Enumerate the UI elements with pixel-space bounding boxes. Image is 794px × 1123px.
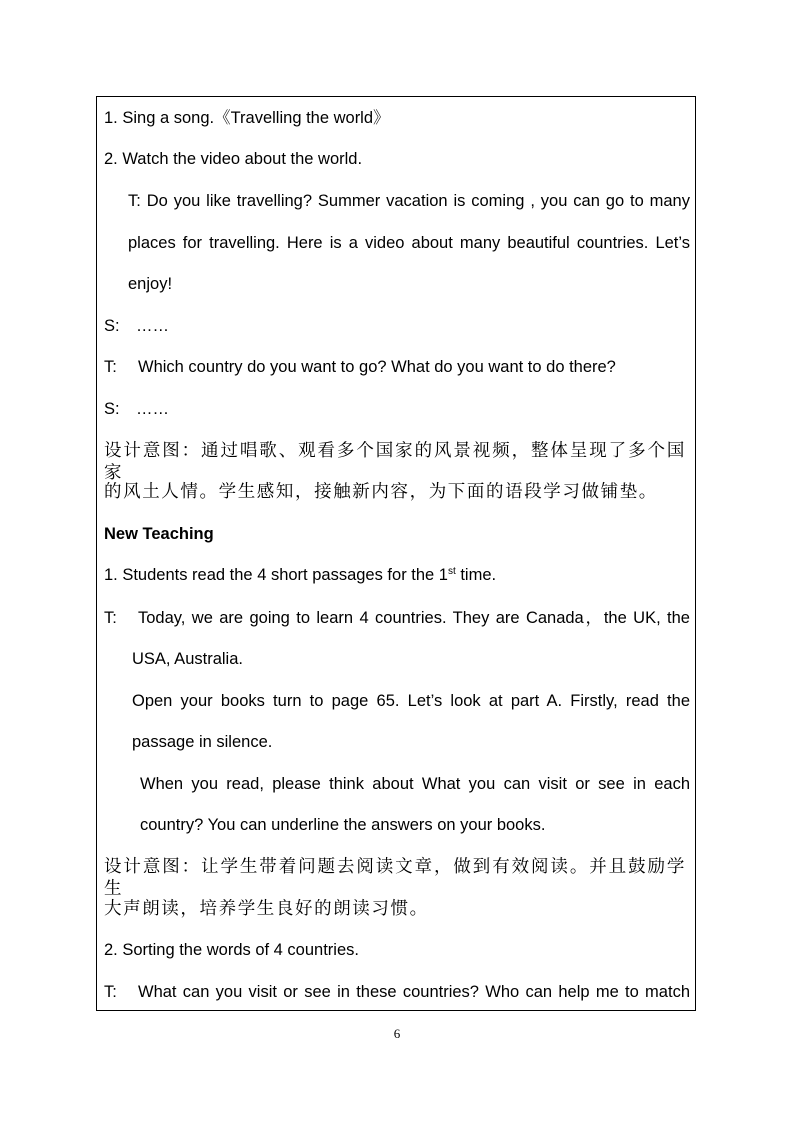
speaker-label: T:: [104, 983, 117, 1001]
text-line: 1. Students read the 4 short passages for the 1st time.: [104, 566, 497, 584]
speaker-label: T:: [104, 358, 117, 376]
text-line: enjoy!: [128, 275, 173, 293]
text-line: 1. Sing a song.《Travelling the world》: [104, 109, 390, 127]
text-line: places for travelling. Here is a video about many beautiful countries. Let’s: [128, 234, 690, 252]
text-line: USA, Australia.: [132, 650, 243, 668]
design-intent-line: 的风土人情。学生感知，接触新内容，为下面的语段学习做铺垫。: [104, 482, 658, 502]
design-intent-line: 设计意图：让学生带着问题去阅读文章，做到有效阅读。并且鼓励学生: [104, 857, 686, 899]
text-line: country? You can underline the answers on your books.: [140, 816, 546, 834]
text-line: What can you visit or see in these countries? Who can help me to match: [138, 983, 690, 1001]
section-heading: New Teaching: [104, 525, 214, 543]
text-line: 2. Sorting the words of 4 countries.: [104, 941, 359, 959]
text-line: ……: [136, 400, 169, 418]
text-line: ……: [136, 317, 169, 335]
text-line: Today, we are going to learn 4 countries. They are Canada，the UK, the: [138, 609, 690, 627]
page-number: 6: [393, 1026, 401, 1041]
text-line: Open your books turn to page 65. Let’s look at part A. Firstly, read the: [132, 692, 690, 710]
speaker-label: S:: [104, 317, 120, 335]
superscript: st: [447, 566, 456, 577]
text-line: T: Do you like travelling? Summer vacation is coming , you can go to many: [128, 192, 690, 210]
speaker-label: T:: [104, 609, 117, 627]
text-line: When you read, please think about What you can visit or see in each: [140, 775, 690, 793]
text-line: passage in silence.: [132, 733, 273, 751]
design-intent-line: 设计意图：通过唱歌、观看多个国家的风景视频，整体呈现了多个国家: [104, 441, 686, 483]
text-line: Which country do you want to go? What do you want to do there?: [138, 358, 616, 376]
speaker-label: S:: [104, 400, 120, 418]
text-line: 2. Watch the video about the world.: [104, 150, 363, 168]
design-intent-line: 大声朗读，培养学生良好的朗读习惯。: [104, 899, 429, 919]
